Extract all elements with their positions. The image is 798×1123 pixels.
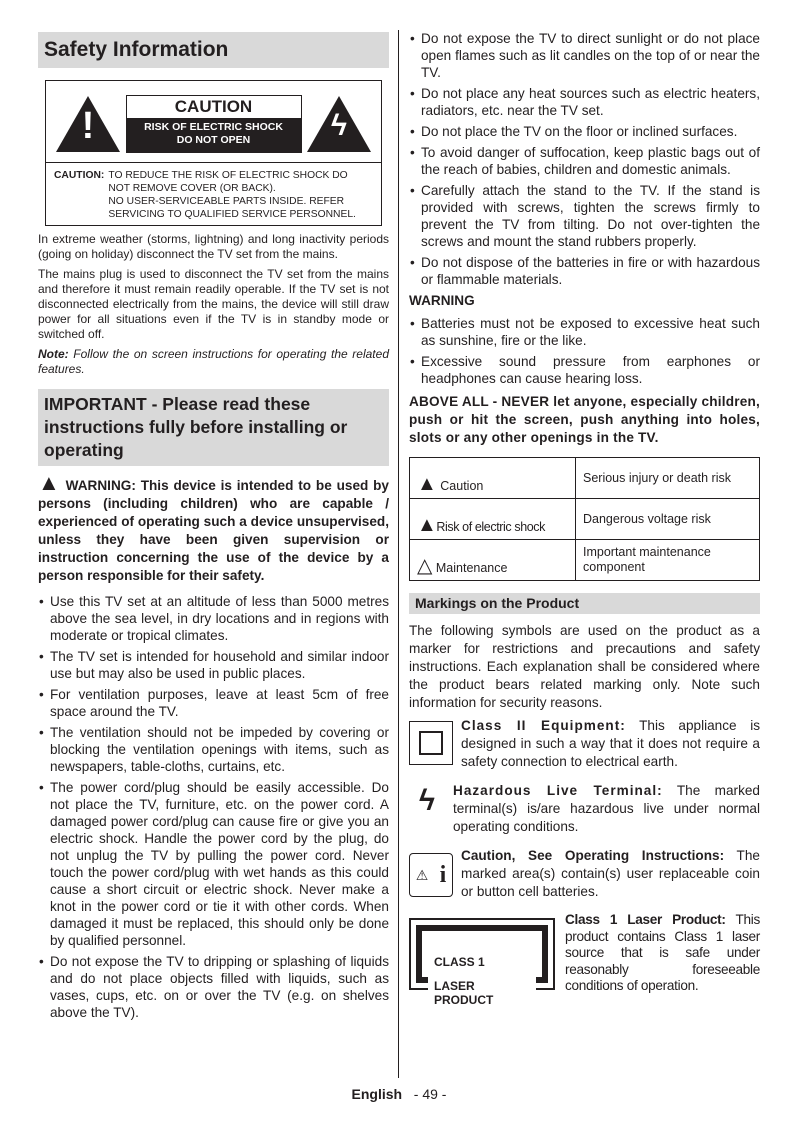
- exclamation-triangle-icon: !: [56, 96, 120, 152]
- safety-list: [409, 30, 760, 288]
- marking-laser: [409, 912, 760, 1007]
- laser-label-line: CLASS 1: [428, 943, 536, 967]
- list-item: • To avoid danger of suffocation, keep plastic bags out of the reach of babies, children and domestic animals.: [409, 144, 760, 178]
- paragraph: In extreme weather (storms, lightning) and long inactivity periods (going on holiday) disconnect the TV set from the mains.: [38, 232, 389, 261]
- caution-subline: RISK OF ELECTRIC SHOCK: [144, 120, 283, 133]
- marking-operating-instructions: [409, 847, 760, 906]
- markings-intro: The following symbols are used on the product as a marker for restrictions and precautions and safety instructions. Each explanation shall be considered where the product bears related marking only. Note such information for security reasons.: [409, 623, 760, 710]
- double-square-icon: [409, 721, 453, 765]
- marking-text: The marked area(s) contain(s) user replaceable coin or button cell batteries.: [461, 848, 760, 899]
- manual-info-icon: ⚠ i: [409, 853, 453, 897]
- caution-icon: ▲: [417, 473, 437, 495]
- page-number: - 49 -: [413, 1086, 447, 1102]
- marking-text: This product contains Class 1 laser source that is safe under reasonably foreseeable conditions of operation.: [565, 912, 760, 993]
- marking-text: The marked terminal(s) is/are hazardous live under normal operating conditions.: [453, 783, 760, 834]
- caution-label: [45, 80, 382, 226]
- lightning-triangle-icon: ϟ: [307, 96, 371, 152]
- paragraph: The mains plug is used to disconnect the TV set from the mains and therefore it must remain readily operable. If the TV set is not disconnected electrically from the mains, the device will still draw power for all situations even if the TV is in standby mode or switched off.: [38, 267, 389, 341]
- list-item: • The ventilation should not be impeded by covering or blocking the ventilation openings with items, such as newspapers, table-cloths, curtains, etc.: [38, 724, 389, 775]
- section-title: Safety Information: [38, 32, 389, 68]
- table-row: [410, 458, 760, 499]
- left-column: [38, 30, 389, 1025]
- marking-text: This appliance is designed in such a way that it does not require a safety connection to electrical earth.: [461, 718, 761, 769]
- list-item: • For ventilation purposes, leave at least 5cm of free space around the TV.: [38, 686, 389, 720]
- warning-icon: ▲: [38, 470, 61, 495]
- list-item: • The TV set is intended for household and similar indoor use but may also be used in public places.: [38, 648, 389, 682]
- note: [38, 347, 389, 377]
- footer-language: English: [351, 1086, 403, 1102]
- lightning-icon: ϟ: [419, 784, 435, 817]
- table-row: [410, 499, 760, 540]
- marking-class2: [409, 717, 760, 776]
- list-item: • Do not expose the TV to dripping or splashing of liquids and do not place objects filled with liquids, such as vases, cups, etc. on or over the TV (e.g. on shelves above the TV).: [38, 953, 389, 1021]
- list-item: • Use this TV set at an altitude of less than 5000 metres above the sea level, in dry locations and in regions with moderate or tropical climates.: [38, 593, 389, 644]
- laser-label-icon: [409, 918, 555, 1007]
- note-label: Note:: [38, 347, 69, 361]
- list-item: • The power cord/plug should be easily accessible. Do not place the TV, furniture, etc. on the power cord. A damaged power cord/plug can cause fire or give you an electric shock. Handle the power cord by the plug, do not unplug the TV by pulling the power cord. Never touch the power cord/plug with wet hands as this could cause a short circuit or electric shock. Never make a knot in the power cord or tie it with other cords. When damaged it must be replaced, this should only be done by qualified personnel.: [38, 779, 389, 949]
- marking-title: Caution, See Operating Instructions:: [461, 848, 725, 863]
- caution-line: SERVICING TO QUALIFIED SERVICE PERSONNEL.: [108, 209, 356, 220]
- caution-text-label: CAUTION:: [54, 170, 105, 181]
- list-item: • Do not dispose of the batteries in fire or with hazardous or flammable materials.: [409, 254, 760, 288]
- safety-list: [38, 593, 389, 1021]
- warning-paragraph: [38, 470, 389, 585]
- caution-heading: CAUTION: [174, 96, 253, 116]
- list-item: • Carefully attach the stand to the TV. If the stand is provided with screws, tighten the screws firmly to prevent the TV from tilting. Do not over-tighten the screws and mount the stand rubbers properly.: [409, 182, 760, 250]
- table-row: [410, 540, 760, 581]
- symbol-meaning: Important maintenance component: [576, 540, 760, 581]
- symbol-meaning: Dangerous voltage risk: [576, 499, 760, 540]
- symbol-label: Risk of electric shock: [436, 520, 546, 534]
- list-item: • Do not place the TV on the floor or inclined surfaces.: [409, 123, 760, 140]
- list-item: • Do not expose the TV to direct sunlight or do not place open flames such as lit candles on the top of or near the TV.: [409, 30, 760, 81]
- page-footer: [0, 1086, 798, 1103]
- right-column: [409, 30, 760, 1006]
- warning-text: WARNING: This device is intended to be used by persons (including children) who are capable / experienced of operating such a device unsupervised, unless they have been given supervision or instruction concerning the use of the device by a person responsible for their safety.: [38, 478, 389, 583]
- warning-list: [409, 315, 760, 387]
- caution-subline: DO NOT OPEN: [176, 133, 251, 146]
- list-item: • Batteries must not be exposed to excessive heat such as sunshine, fire or the like.: [409, 315, 760, 349]
- caution-line: TO REDUCE THE RISK OF ELECTRIC SHOCK DO: [108, 170, 348, 181]
- column-divider: [398, 30, 399, 1078]
- marking-title: Hazardous Live Terminal:: [453, 783, 663, 798]
- symbol-label: Maintenance: [435, 561, 508, 575]
- laser-label-line: LASER PRODUCT: [428, 967, 536, 991]
- above-all-notice: ABOVE ALL - NEVER let anyone, especially children, push or hit the screen, push anything into holes, slots or any other openings in the TV.: [409, 394, 760, 445]
- maintenance-icon: △: [417, 555, 433, 577]
- important-heading: IMPORTANT - Please read these instructions fully before installing or operating: [38, 389, 389, 466]
- marking-live-terminal: [409, 782, 760, 841]
- symbol-meaning: Serious injury or death risk: [576, 458, 760, 499]
- symbol-label: Caution: [440, 479, 484, 493]
- symbol-table: [409, 457, 760, 581]
- list-item: • Excessive sound pressure from earphones or headphones can cause hearing loss.: [409, 353, 760, 387]
- marking-title: Class 1 Laser Product:: [565, 912, 726, 927]
- electric-shock-icon: ▲: [417, 514, 437, 536]
- marking-title: Class II Equipment:: [461, 718, 626, 733]
- warning-heading: WARNING: [409, 293, 475, 308]
- markings-heading: Markings on the Product: [409, 593, 760, 614]
- note-text: Follow the on screen instructions for operating the related features.: [38, 347, 389, 376]
- caution-line: NO USER-SERVICEABLE PARTS INSIDE. REFER: [108, 196, 345, 207]
- list-item: • Do not place any heat sources such as electric heaters, radiators, etc. near the TV set.: [409, 85, 760, 119]
- caution-line: NOT REMOVE COVER (OR BACK).: [108, 183, 276, 194]
